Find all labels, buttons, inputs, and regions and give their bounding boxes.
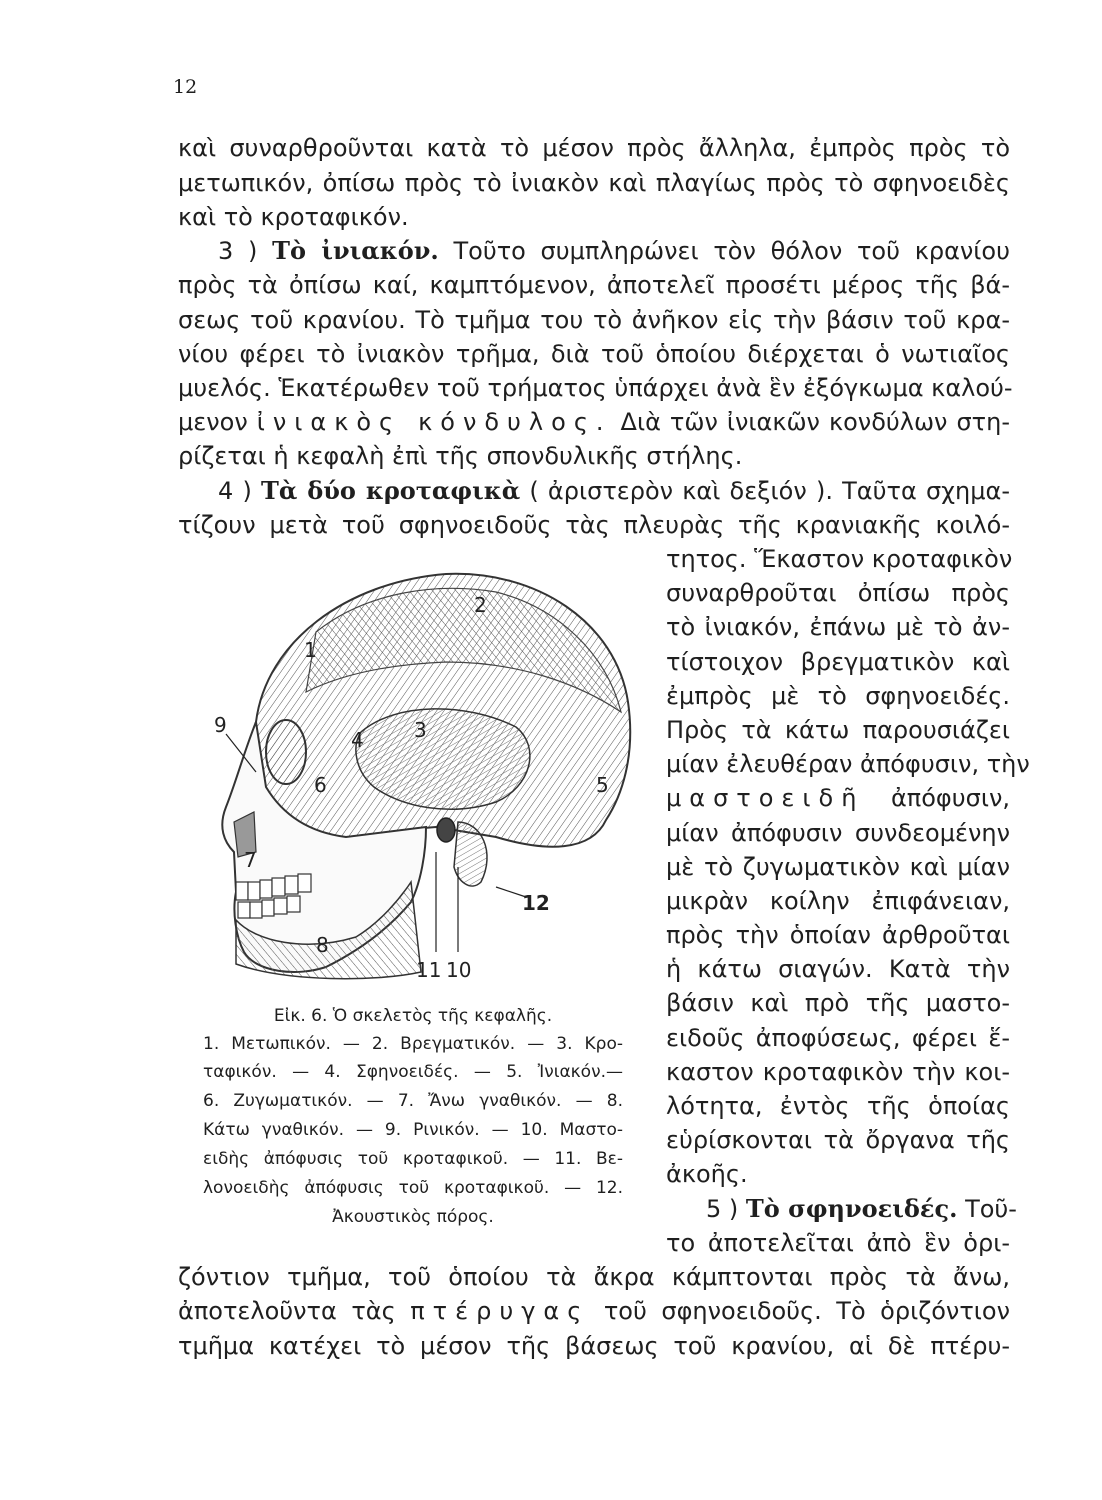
- right-column-line: ἐμπρὸς μὲ τὸ σφηνοειδές.: [666, 682, 1010, 710]
- section-3-number: 3 ): [218, 237, 258, 265]
- body-line: καὶ τὸ κροταφικόν.: [178, 203, 409, 231]
- figure-caption-line: 1. Μετωπικόν. — 2. Βρεγματικόν. — 3. Κρο-: [203, 1034, 623, 1054]
- label-4: 4: [351, 728, 364, 752]
- label-2: 2: [474, 593, 487, 617]
- figure-caption-line: ταφικόν. — 4. Σφηνοειδές. — 5. Ἰνιακόν.—: [203, 1062, 623, 1082]
- right-column-line: μικρὰν κοίλην ἐπιφάνειαν,: [666, 887, 1010, 915]
- right-column-line: το ἀποτελεῖται ἀπὸ ἓν ὁρι-: [666, 1229, 1010, 1257]
- right-column-line: λότητα, ἐντὸς τῆς ὁποίας: [666, 1092, 1010, 1120]
- figure-caption-line: λονοειδὴς ἀπόφυσις τοῦ κροταφικοῦ. — 12.: [203, 1178, 623, 1198]
- section-4-first-line: 4 ) Τὰ δύο κροταφικὰ ( ἀριστερὸν καὶ δεξιόν ). Ταῦτα σχημα-: [218, 476, 1010, 505]
- figure-caption-line: Κάτω γναθικόν. — 9. Ρινικόν. — 10. Μαστο-: [203, 1120, 623, 1140]
- body-line: ζόντιον τμῆμα, τοῦ ὁποίου τὰ ἄκρα κάμπτονται πρὸς τὰ ἄνω,: [178, 1263, 1010, 1291]
- right-column-line: ἡ κάτω σιαγών. Κατὰ τὴν: [666, 955, 1010, 983]
- body-line: καὶ συναρθροῦνται κατὰ τὸ μέσον πρὸς ἄλληλα, ἐμπρὸς πρὸς τὸ: [178, 134, 1010, 162]
- label-1: 1: [304, 638, 317, 662]
- section-4-heading: Τὰ δύο κροταφικὰ: [261, 476, 521, 505]
- right-column-line: συναρθροῦται ὀπίσω πρὸς: [666, 579, 1010, 607]
- section-5-number: 5 ): [706, 1195, 739, 1223]
- skull-figure: [196, 552, 656, 1004]
- body-line: ἀποτελοῦντα τὰς πτέρυγας τοῦ σφηνοειδοῦς. Τὸ ὁριζόντιον: [178, 1297, 1010, 1325]
- orbit: [266, 720, 306, 784]
- right-column-line: τίστοιχον βρεγματικὸν καὶ: [666, 648, 1010, 676]
- right-column-line: μὲ τὸ ζυγωματικὸν καὶ μίαν: [666, 853, 1010, 881]
- body-line: τμῆμα κατέχει τὸ μέσον τῆς βάσεως τοῦ κρανίου, αἱ δὲ πτέρυ-: [178, 1332, 1010, 1360]
- label-11: 11: [416, 958, 442, 982]
- right-column-line: μίαν ἐλευθέραν ἀπόφυσιν, τὴν: [666, 750, 1030, 778]
- section-3-heading: Τὸ ἰνιακόν.: [272, 236, 439, 265]
- section-5-first-line: 5 ) Τὸ σφηνοειδές. Τοῦ-: [706, 1194, 1017, 1223]
- body-line: σεως τοῦ κρανίου. Τὸ τμῆμα του τὸ ἀνῆκον εἰς τὴν βάσιν τοῦ κρα-: [178, 306, 1010, 334]
- body-line: μυελός. Ἑκατέρωθεν τοῦ τρήματος ὑπάρχει ἀνὰ ἓν ἐξόγκωμα καλού-: [178, 374, 1013, 402]
- label-8: 8: [316, 933, 329, 957]
- body-line: ρίζεται ἡ κεφαλὴ ἐπὶ τῆς σπονδυλικῆς στήλης.: [178, 442, 743, 470]
- spaced-term: μαστοειδῆ: [666, 784, 865, 812]
- right-column-line: βάσιν καὶ πρὸ τῆς μαστο-: [666, 989, 1010, 1017]
- right-column-line: ἀκοῆς.: [666, 1160, 748, 1188]
- right-column-line: Πρὸς τὰ κάτω παρουσιάζει: [666, 716, 1010, 744]
- right-column-line: τὸ ἰνιακόν, ἐπάνω μὲ τὸ ἀν-: [666, 613, 1010, 641]
- right-column-line: πρὸς τὴν ὁποίαν ἀρθροῦται: [666, 921, 1010, 949]
- right-column-line: ειδοῦς ἀποφύσεως, φέρει ἕ-: [666, 1024, 1010, 1052]
- spaced-term: ἰνιακὸς κόνδυλος.: [256, 408, 612, 436]
- body-line: μετωπικόν, ὀπίσω πρὸς τὸ ἰνιακὸν καὶ πλαγίως πρὸς τὸ σφηνοειδὲς: [178, 169, 1010, 197]
- section-4-number: 4 ): [218, 477, 252, 505]
- section-3-text: Τοῦτο συμπληρώνει τὸν θόλον τοῦ κρανίου: [453, 237, 1010, 265]
- body-line: τίζουν μετὰ τοῦ σφηνοειδοῦς τὰς πλευρὰς τῆς κρανιακῆς κοιλό-: [178, 511, 1010, 539]
- right-column-line: καστον κροταφικὸν τὴν κοι-: [666, 1058, 1010, 1086]
- label-10: 10: [446, 958, 472, 982]
- right-column-line: τητος. Ἕκαστον κροταφικὸν: [666, 545, 1013, 573]
- label-12: 12: [522, 891, 550, 915]
- body-line: πρὸς τὰ ὀπίσω καί, καμπτόμενον, ἀποτελεῖ προσέτι μέρος τῆς βά-: [178, 271, 1010, 299]
- figure-caption-title: Εἰκ. 6. Ὁ σκελετὸς τῆς κεφαλῆς.: [273, 1006, 553, 1026]
- figure-caption-line: 6. Ζυγωματικόν. — 7. Ἄνω γναθικόν. — 8.: [203, 1091, 623, 1111]
- figure-caption-line: Ἀκουστικὸς πόρος.: [332, 1207, 494, 1227]
- label-6: 6: [314, 773, 327, 797]
- label-3: 3: [414, 718, 427, 742]
- section-5-heading: Τὸ σφηνοειδές.: [745, 1194, 958, 1223]
- body-line: μενον ἰνιακὸς κόνδυλος. Διὰ τῶν ἰνιακῶν κονδύλων στη-: [178, 408, 1010, 436]
- page-number: 12: [173, 76, 198, 98]
- label-9: 9: [214, 713, 227, 737]
- right-column-line: εὑρίσκονται τὰ ὄργανα τῆς: [666, 1126, 1010, 1154]
- label-5: 5: [596, 773, 609, 797]
- skull-illustration: [196, 552, 656, 1004]
- right-column-line: μίαν ἀπόφυσιν συνδεομένην: [666, 819, 1010, 847]
- body-line: νίου φέρει τὸ ἰνιακὸν τρῆμα, διὰ τοῦ ὁποίου διέρχεται ὁ νωτιαῖος: [178, 340, 1010, 368]
- label-7: 7: [244, 848, 257, 872]
- ear-canal: [437, 818, 455, 842]
- figure-caption-line: ειδὴς ἀπόφυσις τοῦ κροταφικοῦ. — 11. Βε-: [203, 1149, 623, 1169]
- section-3-first-line: [218, 234, 1010, 268]
- right-column-line: μαστοειδῆ ἀπόφυσιν,: [666, 784, 1010, 812]
- spaced-term: πτέρυγας: [410, 1297, 590, 1325]
